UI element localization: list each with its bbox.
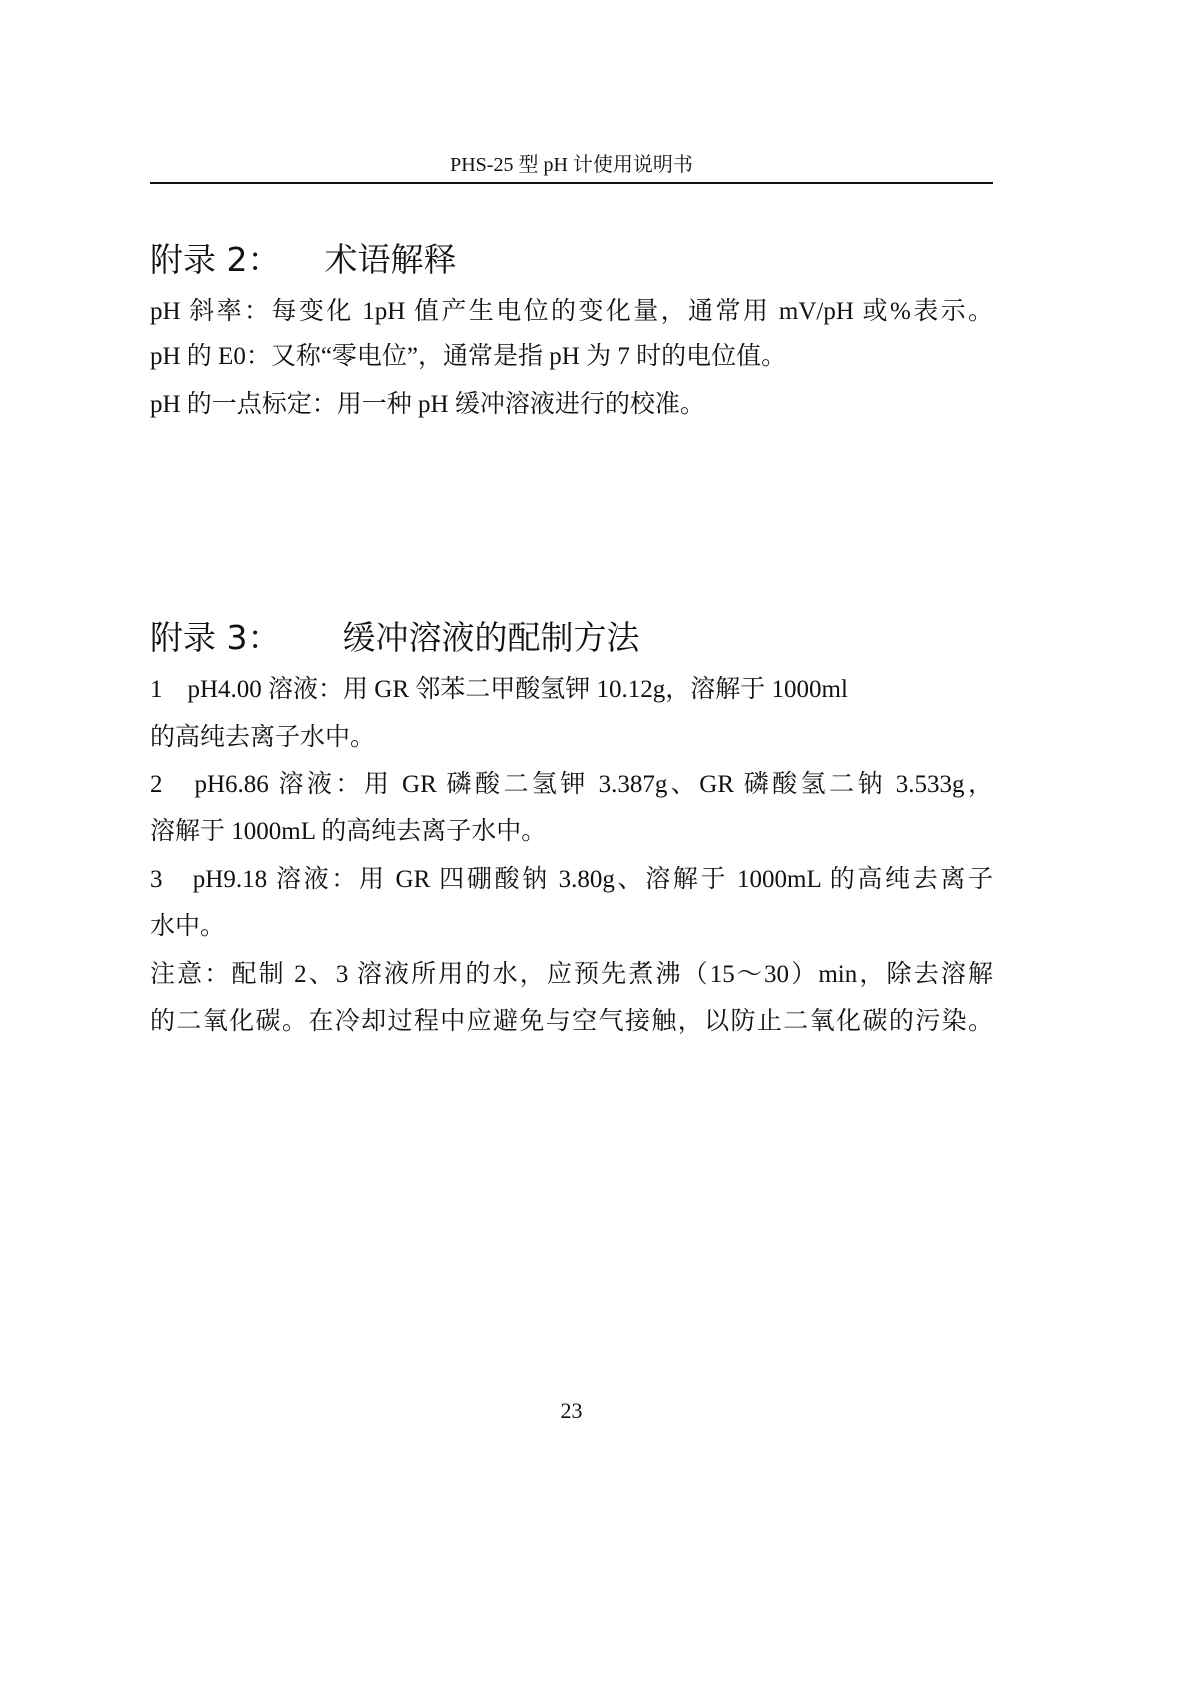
buffer-line: 溶解于 1000mL 的高纯去离子水中。 [150, 818, 547, 845]
running-header: PHS-25 型 pH 计使用说明书 [450, 154, 693, 176]
buffer-line: 水中。 [150, 913, 226, 940]
page-number: 23 [560, 1398, 583, 1423]
header-rule [150, 182, 993, 184]
term-ph-e0: pH 的 E0：又称“零电位”，通常是指 pH 为 7 时的电位值。 [150, 343, 787, 370]
note-line: 的二氧化碳。在冷却过程中应避免与空气接触，以防止二氧化碳的污染。 [150, 1008, 993, 1035]
appendix-2-heading [150, 240, 457, 280]
appendix-2-label: 附录 2： [150, 240, 281, 279]
appendix-3-label: 附录 3： [150, 618, 281, 657]
term-ph-slope: pH 斜率：每变化 1pH 值产生电位的变化量，通常用 mV/pH 或%表示。 [150, 298, 993, 325]
buffer-line: 2 pH6.86 溶液：用 GR 磷酸二氢钾 3.387g、GR 磷酸氢二钠 3.533g， [150, 771, 993, 798]
buffer-line: 3 pH9.18 溶液：用 GR 四硼酸钠 3.80g、溶解于 1000mL 的高纯去离子 [150, 866, 993, 893]
appendix-2-title: 术语解释 [324, 240, 457, 279]
term-one-point-calibration: pH 的一点标定：用一种 pH 缓冲溶液进行的校准。 [150, 391, 705, 418]
appendix-3-heading [150, 618, 640, 658]
note-line: 注意：配制 2、3 溶液所用的水，应预先煮沸（15～30）min，除去溶解 [150, 961, 993, 988]
buffer-line: 1 pH4.00 溶液：用 GR 邻苯二甲酸氢钾 10.12g，溶解于 1000ml [150, 676, 848, 703]
appendix-3-title: 缓冲溶液的配制方法 [342, 618, 640, 657]
buffer-line: 的高纯去离子水中。 [150, 724, 376, 751]
